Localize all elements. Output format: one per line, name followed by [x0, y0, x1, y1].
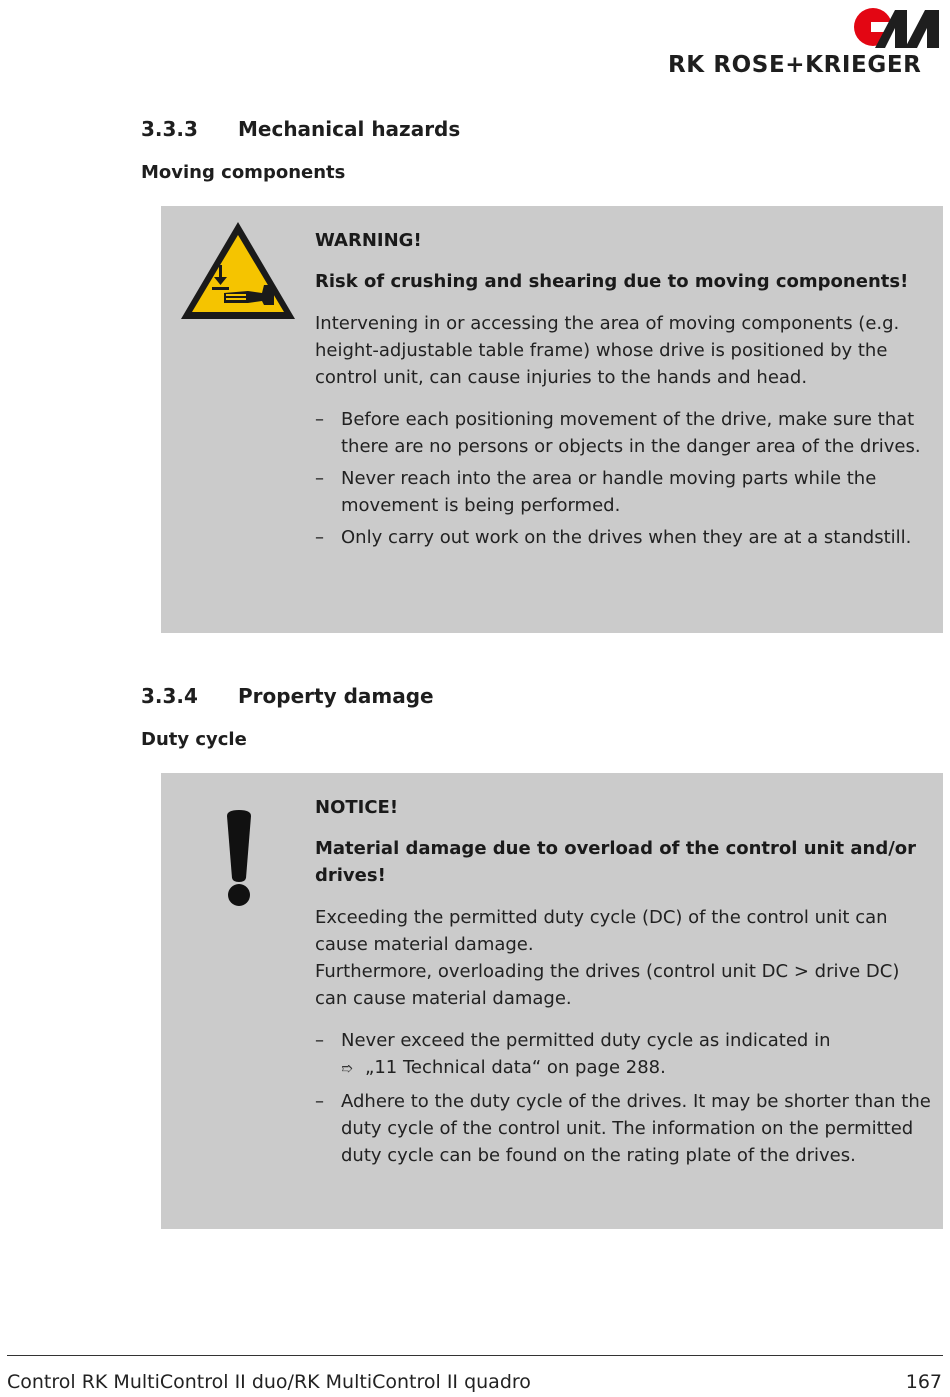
- subheading-moving-components: Moving components: [141, 162, 346, 183]
- exclamation-icon: [224, 808, 254, 912]
- warning-title: Risk of crushing and shearing due to moving components!: [315, 271, 909, 292]
- notice-bullet-list: [315, 1027, 933, 1169]
- cross-reference-text: „11 Technical data“ on page 288.: [365, 1057, 666, 1078]
- warning-content: [315, 206, 933, 556]
- section-title: Mechanical hazards: [238, 117, 461, 141]
- notice-text-line-1: Exceeding the permitted duty cycle (DC) of the control unit can cause material damage.: [315, 907, 888, 955]
- section-heading-property-damage: [141, 684, 434, 708]
- signal-word-warning: WARNING!: [315, 230, 422, 251]
- section-heading-mechanical-hazards: [141, 117, 460, 141]
- footer-document-title: Control RK MultiControl II duo/RK MultiControl II quadro: [7, 1371, 531, 1393]
- list-item: – Never reach into the area or handle moving parts while the movement is being performed.: [315, 468, 877, 516]
- section-number: 3.3.3: [141, 117, 198, 141]
- warning-text: Intervening in or accessing the area of moving components (e.g. height-adjustable table frame) whose drive is positioned by the control unit, can cause injuries to the hands and head.: [315, 313, 900, 388]
- crushing-hand-warning-icon: [178, 219, 298, 327]
- cross-reference-arrow-icon: ➱: [341, 1061, 353, 1077]
- list-item: – Only carry out work on the drives when they are at a standstill.: [315, 527, 912, 548]
- section-number: 3.3.4: [141, 684, 198, 708]
- notice-title: Material damage due to overload of the control unit and/or drives!: [315, 838, 917, 886]
- brand-logo: [668, 6, 946, 84]
- signal-word-notice: NOTICE!: [315, 797, 399, 818]
- list-item: – Before each positioning movement of the drive, make sure that there are no persons or objects in the danger area of the drives.: [315, 409, 921, 457]
- notice-content: [315, 773, 933, 1174]
- subheading-duty-cycle: Duty cycle: [141, 729, 247, 750]
- cross-reference-link[interactable]: [341, 1054, 933, 1083]
- footer-divider: [7, 1355, 943, 1356]
- section-title: Property damage: [238, 684, 434, 708]
- list-item: – Adhere to the duty cycle of the drives. It may be shorter than the duty cycle of the control unit. The information on the permitted duty cycle can be found on the rating plate of the drives.: [315, 1091, 931, 1166]
- notice-text: [315, 904, 933, 1012]
- warning-box: [161, 206, 943, 633]
- notice-box: [161, 773, 943, 1229]
- footer-page-number: 167: [905, 1371, 942, 1393]
- notice-text-line-2: Furthermore, overloading the drives (control unit DC > drive DC) can cause material damage.: [315, 961, 900, 1009]
- brand-logo-text: RK ROSE+KRIEGER: [668, 52, 922, 78]
- list-item: – Never exceed the permitted duty cycle as indicated in ➱ „11 Technical data“ on page 288.: [315, 1027, 933, 1083]
- brand-logo-mark-icon: [853, 6, 943, 50]
- warning-bullet-list: [315, 406, 933, 551]
